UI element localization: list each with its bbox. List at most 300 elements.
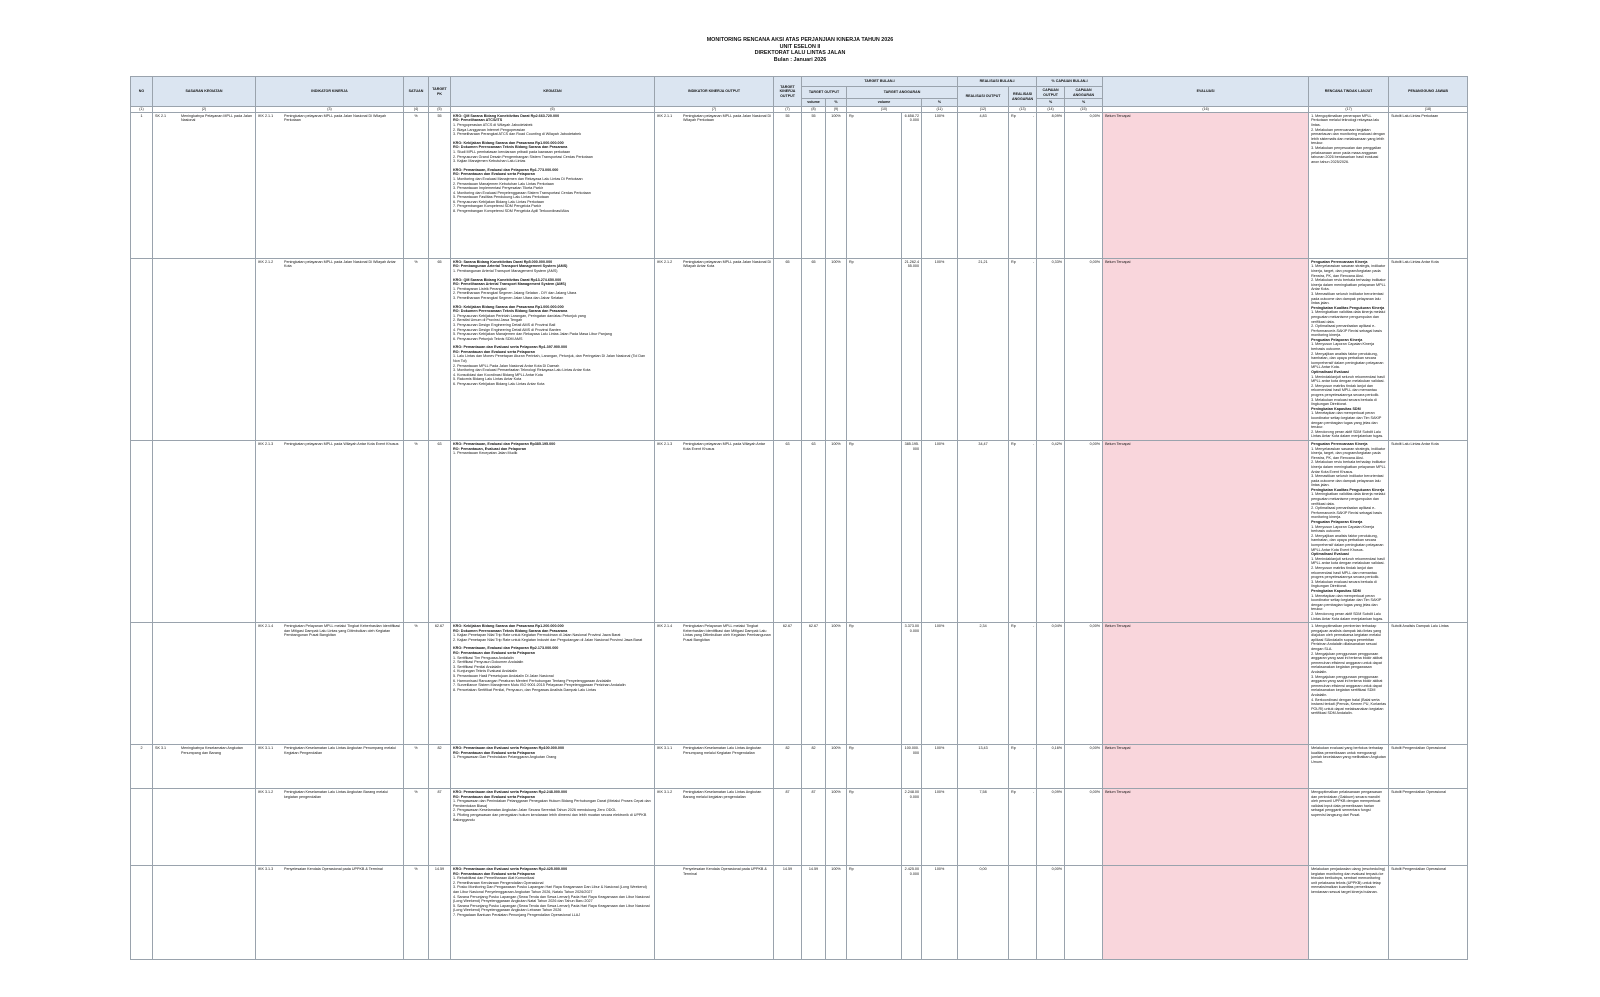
capaian-anggaran-cell: 0,00% [1065, 789, 1103, 866]
penanggung-cell: Subdit Analisis Dampak Lalu Lintas [1389, 623, 1468, 745]
section-heading: KRO: Pemantauan dan Evaluasi serta Pelaporan Rp2.425.000.000 [453, 867, 568, 872]
realisasi-anggaran-cell [1009, 623, 1037, 745]
code [657, 867, 683, 876]
table-row [131, 866, 1468, 960]
target-percent-cell: 100% [826, 258, 847, 440]
code: IKK 2.1.2 [258, 259, 274, 264]
table-row [131, 745, 1468, 789]
target-volume-cell: 82 [802, 745, 826, 789]
list-line: 6. Penyusunan Kebijakan Bidang Lalu Lintas Antar Kota [453, 382, 545, 387]
currency: Rp [1011, 624, 1016, 629]
description: Peningkatan pelayanan MPLL pada Jalan Nasional Di Wilayah Antar Kota [683, 259, 772, 269]
table-row [131, 623, 1468, 745]
indikator-cell [256, 623, 404, 745]
list-line: 2. Pengawasan Keselamatan Angkutan Jalan Secara Serentak Tahun 2026 mendukung Zero ODOL [453, 808, 617, 813]
target-percent-cell: 100% [826, 866, 847, 960]
target-pk-cell: 65 [429, 258, 451, 440]
target-kinerja-output-cell: 63 [774, 440, 802, 622]
header-no: NO [131, 77, 153, 107]
realisasi-anggaran-cell [1009, 789, 1037, 866]
section-heading: RO: Pembangunan Arterial Transport Management System (AMS) [453, 264, 568, 269]
list-line: 1. Pemantauan Kecepatan Jalan Mudik [453, 451, 518, 456]
section-heading: RO: Pemantauan, Evaluasi dan Pelaporan [453, 446, 527, 451]
anggaran-rp-cell: Rp [847, 112, 902, 258]
sasaran-cell [153, 623, 256, 745]
currency: Rp [1011, 790, 1016, 795]
list-line: 1. Studi MPLL pembatasan kendaraan pribadi pada kawasan perkotaan [453, 149, 571, 154]
penanggung-cell: Subdit Lalu Lintas Antar Kota [1389, 440, 1468, 622]
indikator-cell-wrap [258, 867, 401, 872]
list-line: 2. Pemantauan Manajemen Kebutuhan Lalu Lintas Perkotaan [453, 181, 554, 186]
list-line: 2. Sertifikasi Penyusun Dokumen Andalalin [453, 660, 524, 665]
list-line: 5. Pemantauan Hasil Persetujuan Andalalin Di Jalan Nasional [453, 674, 554, 679]
section-heading: RO: Pemantauan dan Evaluasi serta Pelaporan [453, 871, 535, 876]
report-directorate: DIREKTORAT LALU LINTAS JALAN [754, 50, 846, 57]
section-heading: Penguatan Perencanaan Kinerja [1311, 441, 1368, 446]
indikator-output-cell [655, 789, 774, 866]
column-number: (7) [774, 107, 802, 113]
header-indikator-output: INDIKATOR KINERJA OUTPUT [655, 77, 774, 107]
description: Peningkatan Keselamatan Lalu Lintas Angkutan Penumpang melalui Kegiatan Pengendalian [284, 746, 396, 755]
list-line: 1. Mengoptimalkan pemberian terhadap pengajuan analisis dampak lalu lintas yang diajukan oleh pemrakarsa kegiatan melalui aplikasi SiAndalalin supaya penerbitan Perizinan Andalalin dilaksanakan sesuai dengan SLA. [1311, 624, 1382, 652]
indikator-output-cell [655, 258, 774, 440]
anggaran-volume-cell: 21.262.455.000 [902, 258, 922, 440]
list-line: Melakukan penjadwalan ulang (rescheduling) kegiatan monitoring dan evaluasi terpadu ke triwulan berikutnya, sembari memonitoring unit pelaksana teknis (UPPKB) untuk tetap memaksimalkan kuantitas pemeriksaan kendaraan sesuai target kinerja bulanan. [1311, 867, 1386, 895]
list-line: 2. Bersifat Umum di Provinsi Jawa Tengah [453, 318, 523, 323]
target-pk-cell: 55 [429, 112, 451, 258]
header-capaian-anggaran: CAPAIAN ANGGARAN [1065, 87, 1103, 99]
header-target-kinerja-output: TARGET KINERJA OUTPUT [774, 77, 802, 107]
indikator-output-cell [655, 866, 774, 960]
anggaran-rp-cell: Rp [847, 440, 902, 622]
column-number: (13) [1009, 107, 1037, 113]
header-penanggung: PENANGGUNG JAWAB [1389, 77, 1468, 107]
indikator-output-cell-wrap [657, 746, 771, 755]
column-number: (18) [1389, 107, 1468, 113]
indikator-cell [256, 258, 404, 440]
description: Penyelesaian Kendala Operasional pada UPPKB & Terminal [683, 867, 767, 876]
indikator-cell-wrap [258, 442, 401, 447]
list-line: 8. Pencetakan Sertifikat Penilai, Penyusun, dan Pengawas Analisis Dampak Lalu Lintas [453, 687, 597, 692]
list-line: 2. Penyusunan Grand Desain Pengembangan Sistem Transportasi Cerdas Perkotaan [453, 154, 593, 159]
column-number: (12) [958, 107, 1009, 113]
rencana-cell [1309, 112, 1389, 258]
satuan-cell: % [404, 440, 429, 622]
list-line: 7. Pengembangan Kompetensi SDM Pengelola Parkir [453, 204, 541, 209]
code: IKK 2.1.3 [657, 441, 673, 446]
column-number: (17) [1309, 107, 1389, 113]
table-row [131, 440, 1468, 622]
list-line: 3. Mengajukan penggunaan penggunaan anggaran yang saat ini terkena blokir akibat pemenuhan efisiensi anggaran untuk dapat melaksanakan kegiatan sertifikasi SDM Andalalin. [1311, 674, 1383, 697]
target-percent-cell: 100% [826, 623, 847, 745]
section-heading: KRO: Sarana Bidang Konektivitas Darat Rp5.000.000.000 [453, 259, 553, 264]
list-line: 3. Melakukan penyesuaian dan penggalian pelaksanaan anon pada masa anggaran tahunan 2026 berdasarkan hasil evaluasi anon tahun 2025/2026. [1311, 145, 1382, 164]
section-heading: Penguatan Pelaporan Kinerja [1311, 337, 1363, 342]
header-sasaran: SASARAN KEGIATAN [153, 77, 256, 107]
code: IKK 3.1.2 [258, 790, 274, 795]
list-line: 6. Penyusunan Petunjuk Teknis SDM AMS [453, 336, 523, 341]
list-line: 1. Pembayaran Listrik Perangkat [453, 286, 507, 291]
column-number: (7) [655, 107, 774, 113]
section-heading: KRO: Kebijakan Bidang Sarana dan Prasarana Rp1.000.000.000 [453, 304, 564, 309]
code: IKK 2.1.2 [657, 259, 673, 264]
list-line: 1. Menetapkan dan memperkuat peran koordinator setiap kegiatan dan Tim SAKIP dengan pembagian tugas yang jelas dan terukur. [1311, 411, 1382, 430]
sasaran-cell [153, 789, 256, 866]
target-volume-cell: 87 [802, 789, 826, 866]
target-pk-cell: 87 [429, 789, 451, 866]
capaian-output-cell: 0,09% [1037, 789, 1065, 866]
capaian-anggaran-cell: 0,00% [1065, 440, 1103, 622]
kegiatan-cell [451, 623, 655, 745]
sasaran-cell [153, 866, 256, 960]
indikator-cell [256, 112, 404, 258]
list-line: 2. Menyajikan analisis faktor pendukung, hambatan, dan upaya perbaikan secara komprehensif dalam peningkatan pelayanan MPLL Antar Kota Event Khusus. [1311, 533, 1384, 552]
sasaran-cell [153, 258, 256, 440]
section-heading: RO: Pemeliharaan ATCS/ITS [453, 118, 503, 123]
satuan-cell: % [404, 623, 429, 745]
section-heading: KRO: Pemantauan dan Evaluasi serta Pelaporan Rp2.248.000.000 [453, 790, 568, 795]
list-line: 2. Biaya Langganan Internet Pengoperasian [453, 127, 526, 132]
list-line: 1. Menyusun Laporan Capaian Kinerja berbasis outcome. [1311, 524, 1375, 534]
indikator-output-cell [655, 623, 774, 745]
list-line: 3. Melakukan evaluasi secara berkala di lingkungan Direktorat. [1311, 579, 1377, 589]
section-heading: RO: Pemantauan dan Evaluasi serta Pelaporan [453, 750, 535, 755]
list-line: 1. Meningkatkan validitas data kinerja melalui penguatan mekanisme pengumpulan dan verifikasi data. [1311, 492, 1386, 506]
description: Peningkatan Pelayanan MPLL melalui Tingkat Keberhasilan Identifikasi dan Mitigasi Dampak Lalu Lintas yang Ditimbulkan oleh Kegiatan Pembangunan Pusat Bangkitan [284, 624, 401, 638]
evaluasi-cell: Belum Tercapai [1103, 789, 1309, 866]
rencana-cell [1309, 866, 1389, 960]
section-heading: Peningkatan Kapasitas SDM [1311, 406, 1361, 411]
anggaran-percent-cell: 100% [922, 623, 958, 745]
target-kinerja-output-cell: 82 [774, 745, 802, 789]
amount: - [1032, 441, 1035, 446]
target-pk-cell: 62.67 [429, 623, 451, 745]
target-volume-cell: 62.67 [802, 623, 826, 745]
target-kinerja-output-cell: 14.59 [774, 866, 802, 960]
column-number: (9) [826, 107, 847, 113]
satuan-cell: % [404, 745, 429, 789]
column-number: (2) [153, 107, 256, 113]
table-body [131, 112, 1468, 959]
list-line: 1. Monitoring dan Evaluasi Manajemen dan Rekayasa Lalu Lintas Di Perkotaan [453, 176, 583, 181]
target-percent-cell: 100% [826, 112, 847, 258]
indikator-output-cell-wrap [657, 260, 771, 269]
realisasi-output-cell: 0,00 [958, 866, 1009, 960]
row-no: 1 [131, 112, 153, 258]
realisasi-output-cell: 7,58 [958, 789, 1009, 866]
anggaran-percent-cell: 100% [922, 258, 958, 440]
realisasi-anggaran-cell [1009, 112, 1037, 258]
description: Peningkatan Pelayanan MPLL melalui Tingkat Keberhasilan Identifikasi dan Mitigasi Dampak Lalu Lintas yang Ditimbulkan oleh Kegiatan Pembangunan Pusat Bangkitan [683, 624, 771, 642]
realisasi-output-cell: 4,83 [958, 112, 1009, 258]
list-line: 2. Melakukan perencanaan kegiatan pemantauan dan monitoring evaluasi dengan lebih sistematis dan melaksanaan yang lebih terukur. [1311, 127, 1385, 146]
column-number: (1) [131, 107, 153, 113]
target-percent-cell: 100% [826, 440, 847, 622]
indikator-output-cell-wrap [657, 442, 771, 451]
list-line: 3. Kajian Manajemen Kebutuhan Lalu Lintas [453, 159, 526, 164]
section-heading: Peningkatan Kualitas Pengukuran Kinerja [1311, 487, 1385, 492]
header-target-anggaran: TARGET ANGGARAN [847, 87, 958, 99]
rencana-cell [1309, 440, 1389, 622]
anggaran-volume-cell: 100.000.000 [902, 745, 922, 789]
header-realisasi-bulan: REALISASI BULAN-I [958, 77, 1037, 87]
kegiatan-cell [451, 745, 655, 789]
realisasi-anggaran-cell [1009, 745, 1037, 789]
header-capaian-output: CAPAIAN OUTPUT [1037, 87, 1065, 99]
code: IKK 2.1.4 [657, 624, 673, 629]
list-line: 1. Pengawasan Dan Penindakan Pelanggaran Angkutan Orang [453, 755, 557, 760]
realisasi-output-cell: 21,21 [958, 258, 1009, 440]
row-no [131, 623, 153, 745]
header-capaian-anggaran-percent: % [1065, 99, 1103, 107]
penanggung-cell: Subdit Lalu Lintas Antar Kota [1389, 258, 1468, 440]
rencana-cell [1309, 745, 1389, 789]
anggaran-percent-cell: 100% [922, 789, 958, 866]
list-line: 5. Rakornis Bidang Lalu Lintas Antar Kota [453, 377, 522, 382]
target-kinerja-output-cell: 65 [774, 258, 802, 440]
list-line: 3. Memastikan seluruh indikator berorientasi pada outcome dan dampak pelayanan lalu lintas jalan. [1311, 474, 1384, 488]
code: IKK 2.1.3 [258, 441, 274, 446]
amount: - [1032, 746, 1035, 751]
code: IKK 2.1.1 [258, 113, 274, 118]
target-kinerja-output-cell: 62.67 [774, 623, 802, 745]
sasaran-cell [153, 440, 256, 622]
satuan-cell: % [404, 258, 429, 440]
header-capaian-output-percent: % [1037, 99, 1065, 107]
section-heading: Penguatan Perencanaan Kinerja [1311, 259, 1368, 264]
indikator-cell [256, 866, 404, 960]
realisasi-anggaran-wrap [1011, 624, 1034, 629]
list-line: 3. Sertifikasi Penilai Andalalin [453, 664, 502, 669]
description: Peningkatan Keselamatan Lalu Lintas Angkutan Penumpang melalui Kegiatan Pengendalian [683, 746, 762, 755]
sasaran-cell [153, 745, 256, 789]
list-line: 3. Piloting pengawasan dan penegakan hukum kendaraan lebih dimensi dan lebih muatan secara elektronik di UPPKB Balonggandu [453, 813, 647, 822]
list-line: 4. Penyusunan Design Engineering Detail AMS di Provinsi Banten [453, 327, 561, 332]
header-realisasi-output: REALISASI OUTPUT [958, 87, 1009, 107]
amount: - [1032, 113, 1035, 118]
section-heading: KRO: Pemantauan, Evaluasi dan Pelaporan Rp2.173.000.000 [453, 646, 559, 651]
indikator-cell [256, 745, 404, 789]
list-line: 1. Menyelaraskan sasaran strategis, indikator kinerja, target, dan program/kegiatan pada Renstra, PK, dan Rencana Aksi. [1311, 446, 1386, 460]
list-line: 5. Penyusunan Kebijakan Manajemen dan Rekayasa Lalu Lintas Jalan Pada Masa Libur Panjang [453, 332, 612, 337]
anggaran-rp-cell: Rp [847, 866, 902, 960]
kegiatan-cell [451, 866, 655, 960]
capaian-output-cell: 0,42% [1037, 440, 1065, 622]
list-line: 4. Kunjungan Teknis Evaluasi Andalalin [453, 669, 518, 674]
section-heading: KRO: QM Sarana Bidang Konektivitas Darat Rp13.274.650.000 [453, 277, 562, 282]
list-line: 3. Memastikan seluruh indikator berorientasi pada outcome dan dampak pelayanan lalu lintas jalan. [1311, 291, 1384, 306]
target-pk-cell: 14.59 [429, 866, 451, 960]
list-line: Melakukan evaluasi yang berfokus terhadap kualitas pemeriksaan untuk mengurangi jumlah kecelakaan yang melibatkan Angkutan Umum. [1311, 746, 1386, 764]
list-line: 2. Pemeliharaan Perangkat Segmen Jalang Selatan - DIY dan Jalang Utara [453, 291, 577, 296]
indikator-output-cell-wrap [657, 790, 771, 799]
code: IKK 3.1.1 [258, 746, 274, 751]
column-number: (11) [922, 107, 958, 113]
list-line: 7. Pengadaan Bantuan Peralatan Penunjang Pengendalian Operasional LLAJ [453, 913, 581, 918]
realisasi-anggaran-cell [1009, 440, 1037, 622]
amount: - [1032, 624, 1035, 629]
evaluasi-cell: Belum Tercapai [1103, 623, 1309, 745]
header-target-pk: TARGET PK [429, 77, 451, 107]
capaian-output-cell: 0,33% [1037, 258, 1065, 440]
list-line: 6. Harmonisasi Rancangan Peraturan Menteri Perhubungan Tentang Penyelenggaraan Andalalin [453, 678, 612, 683]
list-line: 1. Penyusunan Kebijakan Perintah Larangan, Peringatan dan/atau Petunjuk yang [453, 313, 586, 318]
sasaran-cell-wrap [155, 114, 253, 123]
rencana-cell [1309, 789, 1389, 866]
header-satuan: SATUAN [404, 77, 429, 107]
column-number: (10) [847, 107, 922, 113]
list-line: 1. Mengoptimalkan penerapan MPLL Perkotaan melalui teknologi rekayasa lalu lintas. [1311, 113, 1380, 127]
list-line: 1. Meningkatkan validitas data kinerja melalui penguatan mekanisme pengumpulan dan verifikasi data. [1311, 310, 1386, 324]
amount: - [1032, 790, 1035, 795]
list-line: 1. Menindaklanjuti seluruh rekomendasi hasil MPLL antar kota dengan melakukan validasi. [1311, 374, 1385, 384]
header-indikator: INDIKATOR KINERJA [256, 77, 404, 107]
indikator-cell-wrap [258, 260, 401, 269]
indikator-cell-wrap [258, 624, 401, 638]
anggaran-volume-cell: 2.425.000.000 [902, 866, 922, 960]
section-heading: KRO: Pemantauan, Evaluasi dan Pelaporan Rp385.195.000 [453, 441, 556, 446]
target-volume-cell: 63 [802, 440, 826, 622]
indikator-output-cell-wrap [657, 867, 771, 876]
description: Peningkatan Keselamatan Lalu Lintas Angkutan Barang melalui kegiatan pengendalian [284, 790, 388, 799]
realisasi-output-cell: 34,47 [958, 440, 1009, 622]
header-evaluasi: EVALUASI [1103, 77, 1309, 107]
target-percent-cell: 100% [826, 745, 847, 789]
list-line: 1. Lalu Lintas dan Monev Penetapan Aturan Perintah, Larangan, Petunjuk, dan Peringatan Di Jalan Nasional (Tol Dan Non Tol) [453, 354, 646, 364]
capaian-output-cell: 8,09% [1037, 112, 1065, 258]
column-number: (8) [802, 107, 826, 113]
list-line: 3. Melakukan evaluasi secara berkala di lingkungan Direktorat. [1311, 397, 1377, 407]
satuan-cell: % [404, 112, 429, 258]
section-heading: Peningkatan Kapasitas SDM [1311, 588, 1361, 593]
rencana-cell [1309, 258, 1389, 440]
section-heading: Optimalisasi Evaluasi [1311, 370, 1349, 375]
kegiatan-cell [451, 258, 655, 440]
sasaran-cell-wrap [155, 746, 253, 755]
column-number: (5) [429, 107, 451, 113]
realisasi-anggaran-cell [1009, 258, 1037, 440]
anggaran-rp-cell: Rp [847, 623, 902, 745]
realisasi-anggaran-wrap [1011, 114, 1034, 119]
header-anggaran-volume: volume [847, 99, 922, 107]
header-rencana: RENCANA TINDAK LANJUT [1309, 77, 1389, 107]
row-no [131, 789, 153, 866]
indikator-output-cell [655, 745, 774, 789]
anggaran-percent-cell: 100% [922, 866, 958, 960]
list-line: 2. Menyusun matriks tindak lanjut dan rekomendasi hasil MPLL dan memantau progres penyelesaiannya secara periodik. [1311, 565, 1380, 580]
table-row [131, 789, 1468, 866]
target-kinerja-output-cell: 87 [774, 789, 802, 866]
evaluasi-cell: Belum Tercapai [1103, 745, 1309, 789]
description: Peningkatan pelayanan MPLL pada Wilayah Antar Kota Event Khusus [683, 441, 766, 451]
evaluasi-cell: Belum Tercapai [1103, 258, 1309, 440]
code: SK 3.1 [155, 746, 167, 751]
list-line: 2. Melakukan reviu berkala terhadap indikator kinerja dalam meningkatkan pelayanan MPLL Antar Kota Event Khusus. [1311, 460, 1386, 474]
row-no: 2 [131, 745, 153, 789]
section-heading: Penguatan Pelaporan Kinerja [1311, 520, 1363, 525]
target-volume-cell: 65 [802, 258, 826, 440]
section-heading: RO: Pemantauan dan Evaluasi serta Pelaporan [453, 651, 535, 656]
row-no [131, 440, 153, 622]
indikator-cell-wrap [258, 746, 401, 755]
header-target-volume: volume [802, 99, 826, 107]
target-volume-cell: 55 [802, 112, 826, 258]
list-line: 1. Sertifikasi Tim Penguasa Andalalin [453, 655, 514, 660]
list-line: 7. Surveillance Sistem Manajemen Mutu ISO 9001:2015 Pelayanan Penyelenggaraan Perizinan Andalalin [453, 683, 626, 688]
indikator-cell [256, 789, 404, 866]
satuan-cell: % [404, 866, 429, 960]
row-no [131, 866, 153, 960]
penanggung-cell: Subdit Lalu Lintas Perkotaan [1389, 112, 1468, 258]
anggaran-percent-cell: 100% [922, 745, 958, 789]
column-number: (6) [451, 107, 655, 113]
list-line: 1. Menyusun Laporan Capaian Kinerja berbasis outcome. [1311, 342, 1375, 352]
report-month: Bulan : Januari 2026 [773, 56, 827, 63]
list-line: 3. Pemantauan Implementasi Penyesatan Tiketa Parkir [453, 186, 543, 191]
list-line: 2. Kajian Penetapan Nilai Trip Rate untuk Kegiatan Industri dan Pergudangan di Jalan Nasional Provinsi Jawa Barat [453, 637, 643, 642]
indikator-output-cell [655, 112, 774, 258]
list-line: 3. Posko Monitoring Dan Pengawasan Posko Lapangan Hari Raya Keagamaan Dan Libur & Nasional (Long Weekend) dan Libur Nasional Penyelenggaraan Angkutan Tahun 2026, Natalu Tahun 2026/2027 [453, 885, 647, 895]
anggaran-volume-cell: 2.248.000.000 [902, 789, 922, 866]
currency: Rp [1011, 441, 1016, 446]
code: IKK 2.1.1 [657, 113, 673, 118]
target-kinerja-output-cell: 55 [774, 112, 802, 258]
list-line: 2. Optimalisasi pemanfaatan aplikasi e-Performance/e-SAKIP Revisi sebagai basis monitoring kinerja. [1311, 506, 1382, 520]
column-number: (3) [256, 107, 404, 113]
currency: Rp [1011, 746, 1016, 751]
capaian-output-cell: 0,16% [1037, 745, 1065, 789]
code: IKK 3.1.2 [657, 790, 673, 795]
column-number: (16) [1103, 107, 1309, 113]
indikator-output-cell-wrap [657, 624, 771, 642]
section-heading: RO: Dokumen Perencanaan Teknis Bidang Sarana dan Prasarana [453, 309, 568, 314]
code: IKK 3.1.3 [258, 867, 274, 872]
evaluasi-cell: Belum Tercapai [1103, 440, 1309, 622]
currency: Rp [1011, 259, 1016, 264]
currency: Rp [1011, 113, 1016, 118]
header-capaian-bulan: % CAPAIAN BULAN-I [1037, 77, 1103, 87]
target-volume-cell: 14.59 [802, 866, 826, 960]
anggaran-rp-cell: Rp [847, 258, 902, 440]
list-line: 1. Rehabilitasi dan Pemeliharaan Alat Komunikasi [453, 876, 535, 881]
realisasi-anggaran-wrap [1011, 260, 1034, 265]
header-target-output: TARGET OUTPUT [802, 87, 847, 99]
description: Peningkatan pelayanan MPLL pada Wilayah Antar Kota Event Khusus [284, 441, 399, 446]
column-number: (15) [1065, 107, 1103, 113]
capaian-anggaran-cell: 0,00% [1065, 258, 1103, 440]
section-heading: RO: Pemeliharaan Arterial Transport Management System (AMS) [453, 282, 566, 287]
capaian-output-cell: 0,04% [1037, 623, 1065, 745]
anggaran-volume-cell: 6.658.720.000 [902, 112, 922, 258]
list-line: 2. Pemeliharaan Kendaraan Pengendalian Operasional [453, 880, 544, 885]
satuan-cell: % [404, 789, 429, 866]
section-heading: RO: Dokumen Perencanaan Teknis Bidang Sarana dan Prasarana [453, 628, 568, 633]
kegiatan-cell [451, 440, 655, 622]
realisasi-anggaran-wrap [1011, 790, 1034, 795]
anggaran-rp-cell: Rp [847, 789, 902, 866]
list-line: 8. Pengembangan Kompetensi SDM Pengelola Apill Terkoordinasi/Atcs [453, 209, 570, 214]
anggaran-percent-cell: 100% [922, 440, 958, 622]
table-row [131, 112, 1468, 258]
list-line: 4. Berkoordinasi dengan balai (Balai serta instansi terkait (Pemda, Kemen PU, Korlantas POLRI) untuk dapat melaksanakan kegiatan sertifikasi SDM Andalalin. [1311, 697, 1387, 716]
code: IKK 3.1.1 [657, 746, 673, 751]
section-heading: KRO: Kebijakan Bidang Sarana dan Prasarana Rp1.000.000.000 [453, 140, 564, 145]
list-line: 4. Sarana Penunjang Posko Lapangan (Sewa Tenda dan Sewa Lemari) Pada Hari Raya Keagamaan dan Libur Nasional (Long Weekend) Penyelenggaraan Angkutan Natal Tahun 2026 dan Tahun Baru 2027 [453, 894, 650, 904]
description: Meningkatnya Pelayanan MPLL pada Jalan Nasional [181, 113, 252, 123]
list-line: 1. Pengoperasian ATCS di Wilayah Jabodetabek [453, 122, 533, 127]
capaian-output-cell: 0,00% [1037, 866, 1065, 960]
section-heading: RO: Pemantauan dan Evaluasi serta Pelaporan [453, 349, 535, 354]
